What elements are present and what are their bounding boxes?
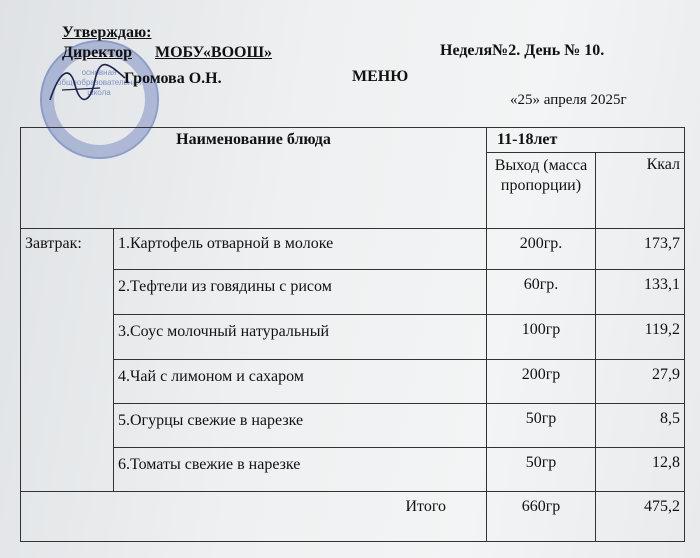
kcal-header: Ккал [596, 153, 685, 229]
dish-kcal: 27,9 [596, 360, 685, 404]
dish-name: 3.Соус молочный натуральный [114, 315, 487, 360]
table-row [21, 404, 685, 448]
dish-kcal: 119,2 [596, 315, 685, 360]
menu-date: «25» апреля 2025г [510, 92, 627, 108]
approve-label: Утверждаю: [62, 24, 152, 41]
week-day: Неделя№2. День № 10. [440, 42, 605, 59]
dish-name: 1.Картофель отварной в молоке [114, 229, 487, 270]
total-kcal: 475,2 [596, 492, 685, 542]
dish-output: 50гр [487, 448, 596, 492]
table-row [21, 229, 685, 270]
dish-kcal: 133,1 [596, 270, 685, 315]
age-group-header: 11-18лет [487, 128, 685, 153]
school-name: МОБУ«ВООШ» [155, 44, 273, 61]
dish-output: 100гр [487, 315, 596, 360]
dish-name: 6.Томаты свежие в нарезке [114, 448, 487, 492]
table-row [21, 448, 685, 492]
stamp-text: основная общеобразовательная школа [56, 68, 142, 97]
dish-kcal: 12,8 [596, 448, 685, 492]
table-row [21, 315, 685, 360]
table-row [21, 270, 685, 315]
dish-output: 200гр. [487, 229, 596, 270]
director-name: Громова О.Н. [124, 70, 222, 87]
total-output: 660гр [487, 492, 596, 542]
dish-kcal: 173,7 [596, 229, 685, 270]
dish-output: 50гр [487, 404, 596, 448]
dish-output: 200гр [487, 360, 596, 404]
dish-name: 2.Тефтели из говядины с рисом [114, 270, 487, 315]
total-row [21, 492, 685, 542]
director-title: Директор [62, 44, 132, 61]
dish-name: 5.Огурцы свежие в нарезке [114, 404, 487, 448]
dish-output: 60гр. [487, 270, 596, 315]
dish-name-header: Наименование блюда [21, 128, 487, 229]
dish-name: 4.Чай с лимоном и сахаром [114, 360, 487, 404]
dish-kcal: 8,5 [596, 404, 685, 448]
total-label: Итого [21, 492, 487, 542]
table-header-row [21, 128, 685, 153]
menu-table [20, 127, 685, 542]
meal-label: Завтрак: [21, 229, 114, 492]
director-signature [40, 60, 130, 110]
document-title: МЕНЮ [352, 68, 409, 85]
table-row [21, 360, 685, 404]
output-header: Выход (масса пропорции) [487, 153, 596, 229]
